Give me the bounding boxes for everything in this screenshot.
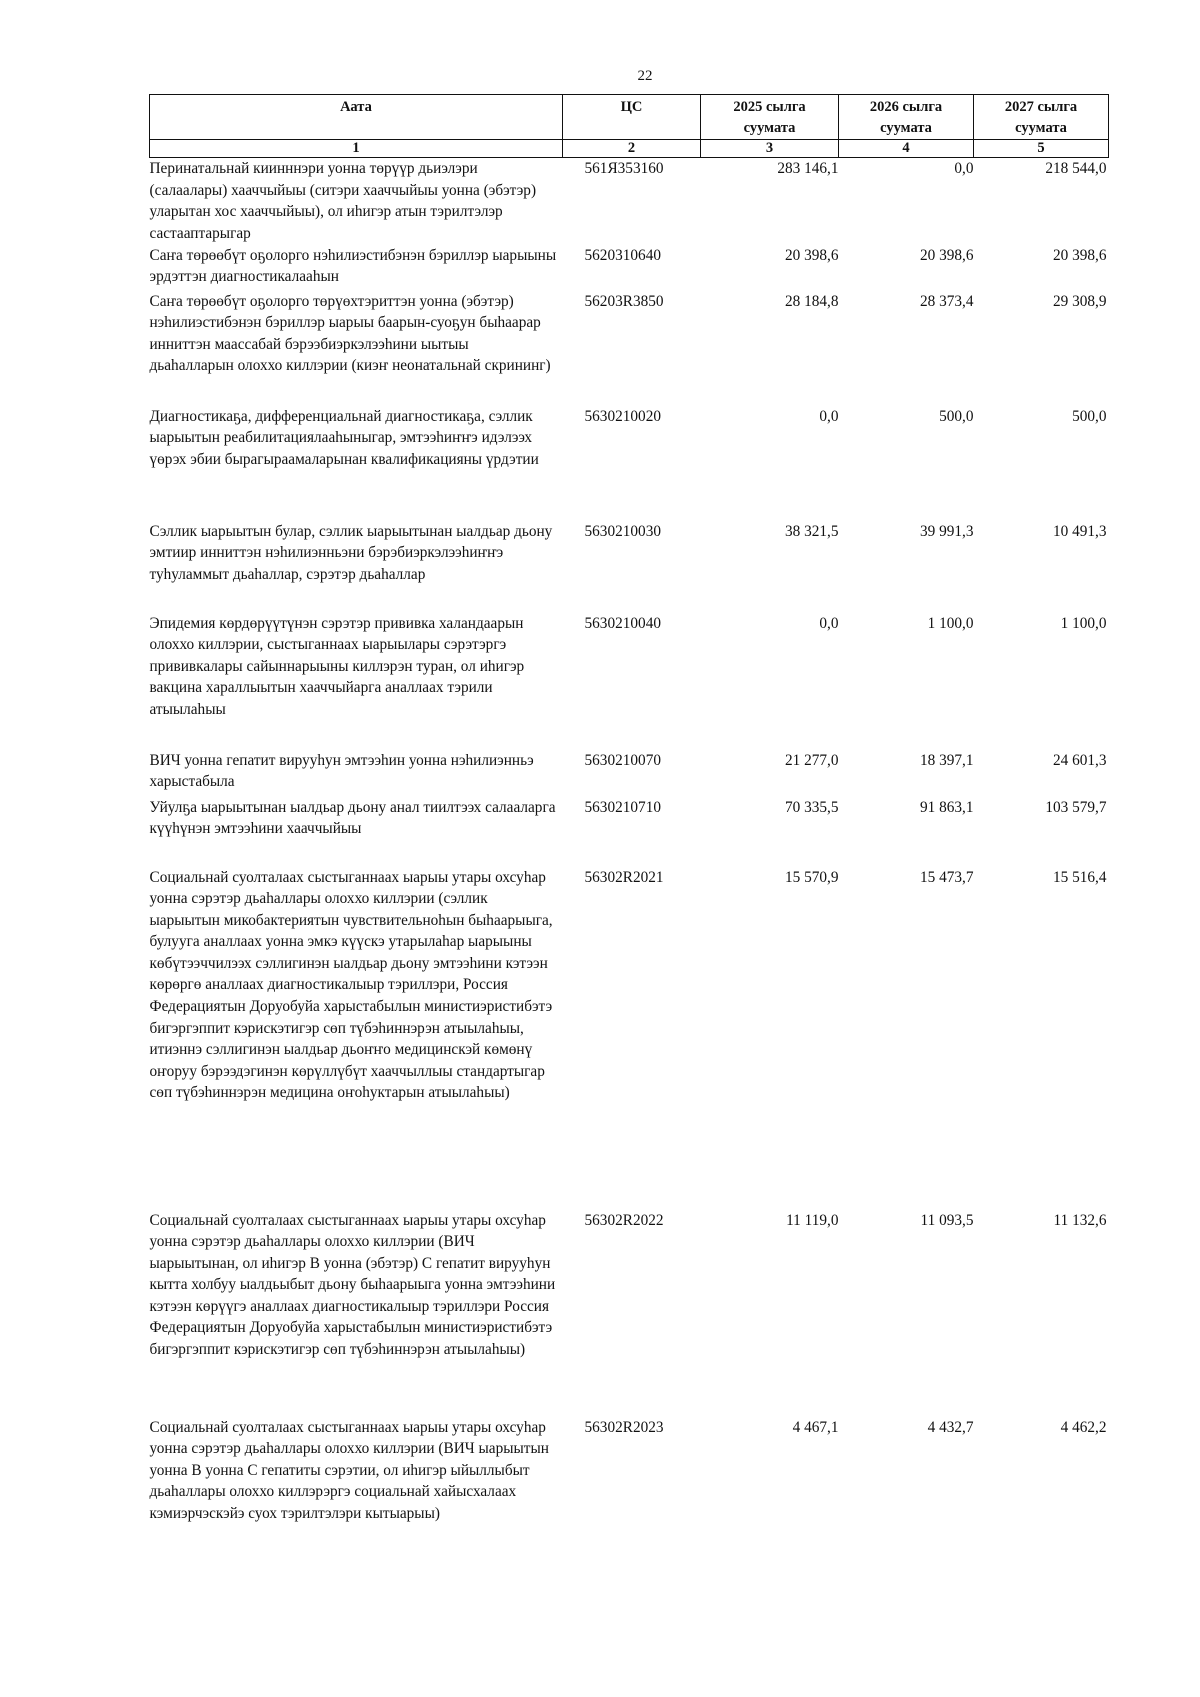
column-number: 1	[150, 140, 563, 158]
row-2025: 0,0	[819, 614, 839, 632]
row-2027: 29 308,9	[1052, 292, 1107, 310]
header-2027	[974, 95, 1109, 140]
row-code: 56302R2021	[584, 868, 664, 886]
row-2027: 103 579,7	[1045, 798, 1107, 816]
table-row	[150, 797, 1109, 867]
header-name: Аата	[150, 95, 563, 140]
row-2026: 39 991,3	[919, 522, 974, 540]
row-2026: 500,0	[939, 407, 974, 425]
header-row	[150, 95, 1109, 140]
row-code: 5630210030	[584, 522, 661, 540]
row-2025: 4 467,1	[792, 1418, 839, 1436]
row-2027: 500,0	[1072, 407, 1107, 425]
row-code: 5630210070	[584, 751, 661, 769]
row-name: Уйулҕа ыарыытынан ыалдьар дьону анал тиилтээх салааларга күүһүнэн эмтээһини хааччыйыы	[149, 798, 556, 838]
column-number: 3	[701, 140, 839, 158]
row-name: Сэллик ыарыытын булар, сэллик ыарыытынан ыалдьар дьону эмтиир инниттэн нэһилиэнньэни бэрэбиэркэлээһиҥҥэ туһуламмыт дьаһаллар, сэрэтэр дьаһаллар	[149, 522, 553, 583]
budget-table	[149, 94, 1109, 1557]
header-2027-sum: суумата	[1015, 120, 1067, 136]
column-number: 5	[974, 140, 1109, 158]
table-row	[150, 406, 1109, 521]
header-2027-year: 2027 сылга	[1004, 99, 1078, 115]
table-row	[150, 1417, 1109, 1557]
column-number: 4	[839, 140, 974, 158]
row-2026: 28 373,4	[919, 292, 974, 310]
row-2027: 20 398,6	[1052, 246, 1107, 264]
table-row	[150, 245, 1109, 291]
header-2025-year: 2025 сылга	[733, 99, 806, 115]
row-name: ВИЧ уонна гепатит вирууһун эмтээһин уонна нэһилиэнньэ харыстабыла	[149, 751, 534, 791]
row-name: Перинатальнай киинннэри уонна төрүүр дьиэлэри (салаалары) хааччыйыы (ситэри хааччыйыы уонна (эбэтэр) уларытан хос хааччыйыы), ол иһигэр атын тэрилтэлэр састааптарыгар	[149, 160, 537, 242]
row-code: 561Я353160	[584, 160, 664, 177]
row-2026: 4 432,7	[927, 1418, 974, 1436]
row-name: Социальнай суолталаах сыстыганнаах ыарыы утары охсуһар уонна сэрэтэр дьаһаллары олоххо киллэрии (сэллик ыарыытын микобактериятын чувствительноһын быһаарыыга, булууга аналлаах уонна эмкэ күүскэ утарылаһар ыарыыны көбүтээччилээх сэллигинэн ыалдьар дьону эмтээһини кэтээн көрөргө аналлаах диагностикалыыр тэриллэри, Россия Федерациятын Доруобуйа харыстабылын министиэристибэтэ бигэргэппит кэрискэтигэр сөп түбэһиннэрэн атыылаһыы, итиэннэ сэллигинэн ыалдьар дьоҥҥо медицинскэй көмөнү оҥоруу бэрээдэгинэн көрүллүбүт хааччыллыы стандартыгар сөп түбэһиннэрэн медицина оҥоһуктарын атыылаһыы)	[149, 868, 553, 1102]
row-2026: 18 397,1	[919, 751, 974, 769]
row-name: Саҥа төрөөбүт оҕолорго нэһилиэстибэнэн бэриллэр ыарыыны эрдэттэн диагностикалааһын	[149, 246, 557, 286]
row-2027: 4 462,2	[1060, 1418, 1107, 1436]
row-2026: 1 100,0	[927, 614, 974, 632]
row-code: 56203R3850	[584, 292, 664, 310]
header-2026	[839, 95, 974, 140]
row-2026: 0,0	[954, 160, 974, 177]
row-name: Социальнай суолталаах сыстыганнаах ыарыы утары охсуһар уонна сэрэтэр дьаһаллары олоххо киллэрии (ВИЧ ыарыытынан, ол иһигэр В уонна (эбэтэр) С гепатит вирууһун кытта холбуу ыалдьыбыт дьону быһаарыыга уонна эмтээһини кэтээн көрүүгэ аналлаах диагностикалыыр тэриллэри Россия Федерациятын Доруобуйа харыстабылын министиэристибэтэ бигэргэппит кэрискэтигэр сөп түбэһиннэрэн атыылаһыы)	[149, 1211, 556, 1359]
row-2025: 15 570,9	[784, 868, 839, 886]
row-code: 5630210710	[584, 798, 661, 816]
row-code: 5630210020	[584, 407, 661, 425]
header-2026-year: 2026 сылга	[869, 99, 943, 115]
table-row	[150, 158, 1109, 245]
row-2026: 20 398,6	[919, 246, 974, 264]
page-number: 22	[637, 68, 653, 84]
header-2026-sum: суумата	[880, 120, 932, 136]
row-2025: 20 398,6	[784, 246, 839, 264]
row-2027: 218 544,0	[1045, 160, 1107, 177]
row-2027: 1 100,0	[1060, 614, 1107, 632]
row-2025: 283 146,1	[777, 160, 839, 177]
column-number: 2	[563, 140, 701, 158]
row-2025: 21 277,0	[784, 751, 839, 769]
row-name: Диагностикаҕа, дифференциальнай диагностикаҕа, сэллик ыарыытын реабилитациялааһыныгар, эмтээһиҥҥэ идэлээх үөрэх эбии бырагыраамаларынан квалификацияны үрдэтии	[149, 407, 539, 468]
row-2025: 38 321,5	[784, 522, 839, 540]
row-name: Социальнай суолталаах сыстыганнаах ыарыы утары охсуһар уонна сэрэтэр дьаһаллары олоххо киллэрии (ВИЧ ыарыытын уонна В уонна С гепатиты сэрэтии, ол иһигэр ыйыллыбыт дьаһаллары олоххо киллэрэргэ социальнай хайысхалаах кэмиэрчэскэйэ суох тэрилтэлэри кытыарыы)	[149, 1418, 549, 1522]
row-code: 56302R2023	[584, 1418, 664, 1436]
header-2025-sum: суумата	[743, 120, 796, 136]
row-2026: 11 093,5	[920, 1211, 974, 1229]
row-2027: 10 491,3	[1052, 522, 1107, 540]
row-2026: 91 863,1	[919, 798, 974, 816]
row-name: Саҥа төрөөбүт оҕолорго төрүөхтэриттэн уонна (эбэтэр) нэһилиэстибэнэн бэриллэр ыарыы баарын-суоҕун быһаарар инниттэн маассабай бэрээбиэркэлээһини ыытыы дьаһалларын олоххо киллэрии (киэҥ неонатальнай скрининг)	[149, 292, 551, 375]
row-2027: 11 132,6	[1053, 1211, 1107, 1229]
table-row	[150, 291, 1109, 406]
header-code: ЦС	[563, 95, 701, 140]
row-2025: 28 184,8	[784, 292, 839, 310]
table-row	[150, 867, 1109, 1210]
table-row	[150, 613, 1109, 750]
row-code: 5630210040	[584, 614, 661, 632]
row-name: Эпидемия көрдөрүүтүнэн сэрэтэр прививка халандаарын олоххо киллэрии, сыстыганнаах ыарыылары сэрэтэргэ прививкалары сайыннарыыны киллэрэн туран, ол иһигэр вакцина хараллыытын хааччыйарга аналлаах тэрили атыылаһыы	[149, 614, 525, 718]
header-2025	[701, 95, 839, 140]
row-2025: 11 119,0	[786, 1211, 839, 1229]
table-row	[150, 521, 1109, 613]
row-2025: 70 335,5	[784, 798, 839, 816]
column-number-row	[150, 140, 1109, 158]
row-code: 5620310640	[584, 246, 661, 264]
row-2027: 15 516,4	[1052, 868, 1107, 886]
table-row	[150, 750, 1109, 797]
row-2027: 24 601,3	[1052, 751, 1107, 769]
row-code: 56302R2022	[584, 1211, 664, 1229]
row-2026: 15 473,7	[919, 868, 974, 886]
row-2025: 0,0	[819, 407, 839, 425]
table-row	[150, 1210, 1109, 1417]
